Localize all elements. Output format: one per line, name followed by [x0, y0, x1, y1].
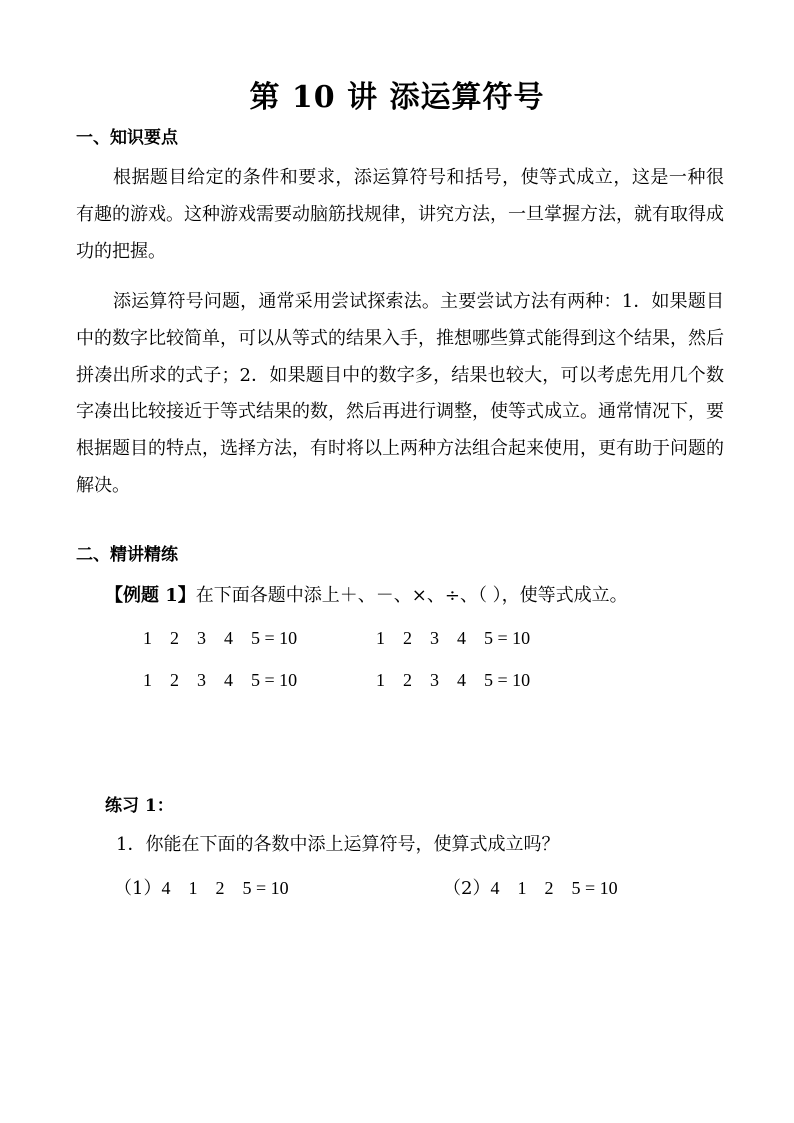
example-equation-1: 1 2 3 4 5 = 10 — [143, 628, 298, 648]
section-practice-heading: 二、精讲精练 — [76, 545, 178, 565]
practice-question-1: 1．你能在下面的各数中添上运算符号，使算式成立吗？ — [116, 834, 560, 855]
example-equation-4: 1 2 3 4 5 = 10 — [376, 670, 531, 690]
example-equation-2: 1 2 3 4 5 = 10 — [376, 628, 531, 648]
practice-item-1 — [114, 876, 289, 901]
practice-item-2 — [443, 876, 618, 901]
example-1-text: 在下面各题中添上＋、－、×、÷、（ ），使等式成立。 — [195, 585, 628, 606]
practice-item-1-label: （1） — [114, 878, 162, 899]
example-1-prompt — [105, 583, 628, 609]
practice-item-2-expression: 4 1 2 5 = 10 — [490, 878, 618, 898]
knowledge-paragraph-2: 添运算符号问题，通常采用尝试探索法。主要尝试方法有两种：1．如果题目中的数字比较简单，可以从等式的结果入手，推想哪些算式能得到这个结果，然后拼凑出所求的式子；2．如果题目中的数字多，结果也较大，可以考虑先用几个数字凑出比较接近于等式结果的数，然后再进行调整，使等式成立。通常情况下，要根据题目的特点，选择方法，有时将以上两种方法组合起来使用，更有助于问题的解决。 — [76, 291, 724, 496]
example-1-tag: 【例题 1】 — [105, 585, 196, 606]
practice-item-1-expression: 4 1 2 5 = 10 — [161, 878, 289, 898]
lesson-title: 第 10 讲 添运算符号 — [249, 80, 545, 115]
practice-1-heading: 练习 1： — [105, 796, 174, 816]
example-equation-3: 1 2 3 4 5 = 10 — [143, 670, 298, 690]
practice-item-2-label: （2） — [443, 878, 491, 899]
section-knowledge-heading: 一、知识要点 — [76, 128, 178, 148]
knowledge-paragraph-1: 根据题目给定的条件和要求，添运算符号和括号，使等式成立，这是一种很有趣的游戏。这种游戏需要动脑筋找规律，讲究方法，一旦掌握方法，就有取得成功的把握。 — [76, 167, 724, 262]
